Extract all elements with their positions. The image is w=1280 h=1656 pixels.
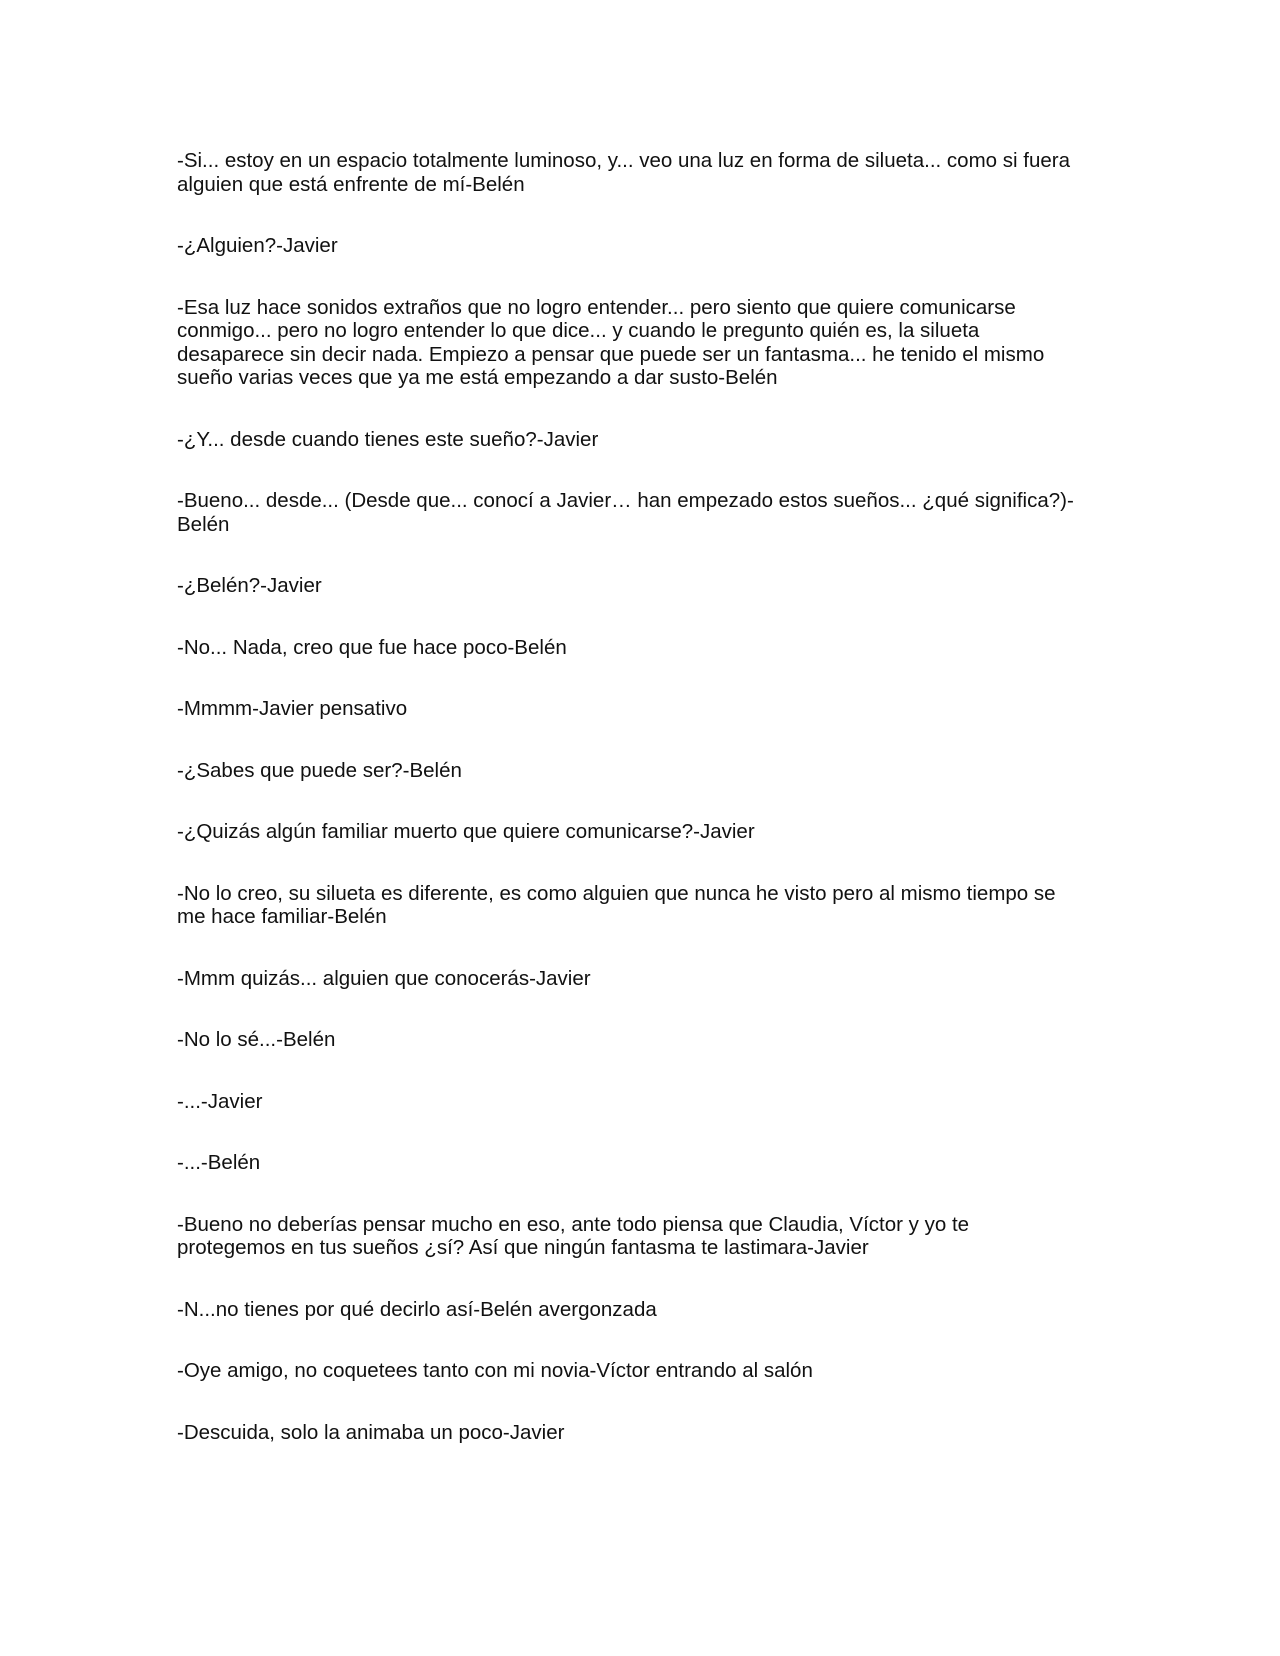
paragraph-15 — [177, 1151, 1097, 1175]
text-line: -Descuida, solo la animaba un poco-Javier — [177, 1420, 565, 1444]
text-line: -No... Nada, creo que fue hace poco-Belén — [177, 635, 567, 659]
paragraph-3 — [177, 296, 1097, 390]
text-line: -Mmm quizás... alguien que conocerás-Javier — [177, 966, 591, 990]
text-line: sueño varias veces que ya me está empezando a dar susto-Belén — [177, 366, 778, 389]
text-line: -Bueno... desde... (Desde que... conocí a Javier… han empezado estos sueños... ¿qué significa?)- — [177, 489, 1074, 512]
paragraph-12 — [177, 967, 1097, 991]
paragraph-18 — [177, 1359, 1097, 1383]
paragraph-17 — [177, 1298, 1097, 1322]
paragraph-16 — [177, 1213, 1097, 1260]
text-line: -¿Quizás algún familiar muerto que quiere comunicarse?-Javier — [177, 820, 755, 843]
paragraph-2 — [177, 234, 1097, 258]
text-line: -¿Belén?-Javier — [177, 574, 322, 597]
text-line: -No lo sé...-Belén — [177, 1028, 336, 1051]
text-line: -No lo creo, su silueta es diferente, es como alguien que nunca he visto pero al mismo tiempo se — [177, 881, 1056, 905]
text-line: -Bueno no deberías pensar mucho en eso, ante todo piensa que Claudia, Víctor y yo te — [177, 1212, 970, 1236]
paragraph-4 — [177, 428, 1097, 452]
text-line: -¿Sabes que puede ser?-Belén — [177, 758, 462, 782]
paragraph-10 — [177, 820, 1097, 844]
paragraph-7 — [177, 636, 1097, 660]
paragraph-1 — [177, 149, 1097, 196]
paragraph-9 — [177, 759, 1097, 783]
paragraph-19 — [177, 1421, 1097, 1445]
text-line: protegemos en tus sueños ¿sí? Así que ningún fantasma te lastimara-Javier — [177, 1236, 869, 1259]
text-line: me hace familiar-Belén — [177, 905, 387, 928]
text-line: -...-Belén — [177, 1151, 261, 1174]
paragraph-14 — [177, 1090, 1097, 1114]
paragraph-5 — [177, 489, 1097, 536]
paragraph-11 — [177, 882, 1097, 929]
text-line: -¿Y... desde cuando tienes este sueño?-Javier — [177, 427, 599, 451]
text-line: -Si... estoy en un espacio totalmente luminoso, y... veo una luz en forma de silueta... como si fuera — [177, 149, 1070, 172]
text-line: -N...no tienes por qué decirlo así-Belén avergonzada — [177, 1297, 657, 1321]
text-line: -Esa luz hace sonidos extraños que no logro entender... pero siento que quiere comunicarse — [177, 295, 1016, 319]
text-line: alguien que está enfrente de mí-Belén — [177, 172, 525, 196]
document-body — [177, 149, 1097, 1482]
paragraph-6 — [177, 574, 1097, 598]
text-line: desaparece sin decir nada. Empiezo a pensar que puede ser un fantasma... he tenido el mismo — [177, 342, 1045, 366]
paragraph-13 — [177, 1028, 1097, 1052]
text-line: conmigo... pero no logro entender lo que dice... y cuando le pregunto quién es, la silueta — [177, 319, 980, 342]
text-line: -Mmmm-Javier pensativo — [177, 697, 408, 720]
text-line: Belén — [177, 512, 230, 536]
paragraph-8 — [177, 697, 1097, 721]
text-line: -¿Alguien?-Javier — [177, 234, 338, 257]
text-line: -...-Javier — [177, 1089, 263, 1113]
text-line: -Oye amigo, no coquetees tanto con mi novia-Víctor entrando al salón — [177, 1359, 813, 1382]
